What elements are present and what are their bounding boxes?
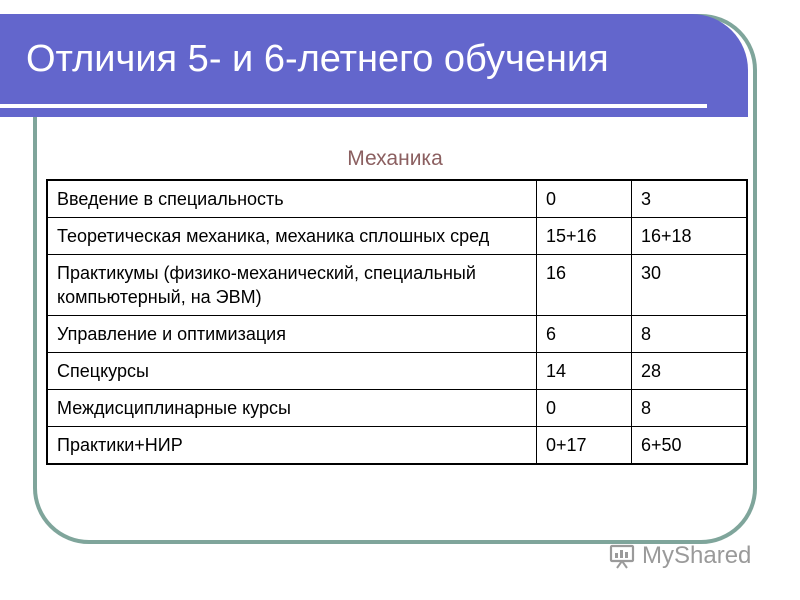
watermark-text: MyShared (642, 542, 752, 569)
value-cell: 6+50 (632, 427, 748, 465)
table-row (47, 353, 747, 390)
table-row (47, 180, 747, 218)
row-label: Практикумы (физико-механический, специальный компьютерный, на ЭВМ) (47, 255, 537, 316)
watermark (608, 538, 751, 574)
row-label: Спецкурсы (47, 353, 537, 390)
value-cell: 0+17 (537, 427, 632, 465)
title-underline (0, 104, 707, 108)
value-cell: 8 (632, 316, 748, 353)
presentation-screen-icon (608, 542, 636, 570)
row-label: Управление и оптимизация (47, 316, 537, 353)
value-cell: 8 (632, 390, 748, 427)
table-row (47, 255, 747, 316)
value-cell: 0 (537, 390, 632, 427)
value-cell: 28 (632, 353, 748, 390)
value-cell: 15+16 (537, 218, 632, 255)
slide-title: Отличия 5- и 6-летнего обучения (26, 38, 609, 80)
table-row (47, 316, 747, 353)
row-label: Практики+НИР (47, 427, 537, 465)
comparison-table (46, 179, 748, 465)
row-label: Междисциплинарные курсы (47, 390, 537, 427)
value-cell: 6 (537, 316, 632, 353)
row-label: Введение в специальность (47, 180, 537, 218)
value-cell: 3 (632, 180, 748, 218)
value-cell: 0 (537, 180, 632, 218)
table-caption: Механика (347, 147, 443, 170)
value-cell: 16 (537, 255, 632, 316)
value-cell: 30 (632, 255, 748, 316)
table-row (47, 218, 747, 255)
table-row (47, 390, 747, 427)
value-cell: 14 (537, 353, 632, 390)
table-row (47, 427, 747, 465)
row-label: Теоретическая механика, механика сплошных сред (47, 218, 537, 255)
value-cell: 16+18 (632, 218, 748, 255)
